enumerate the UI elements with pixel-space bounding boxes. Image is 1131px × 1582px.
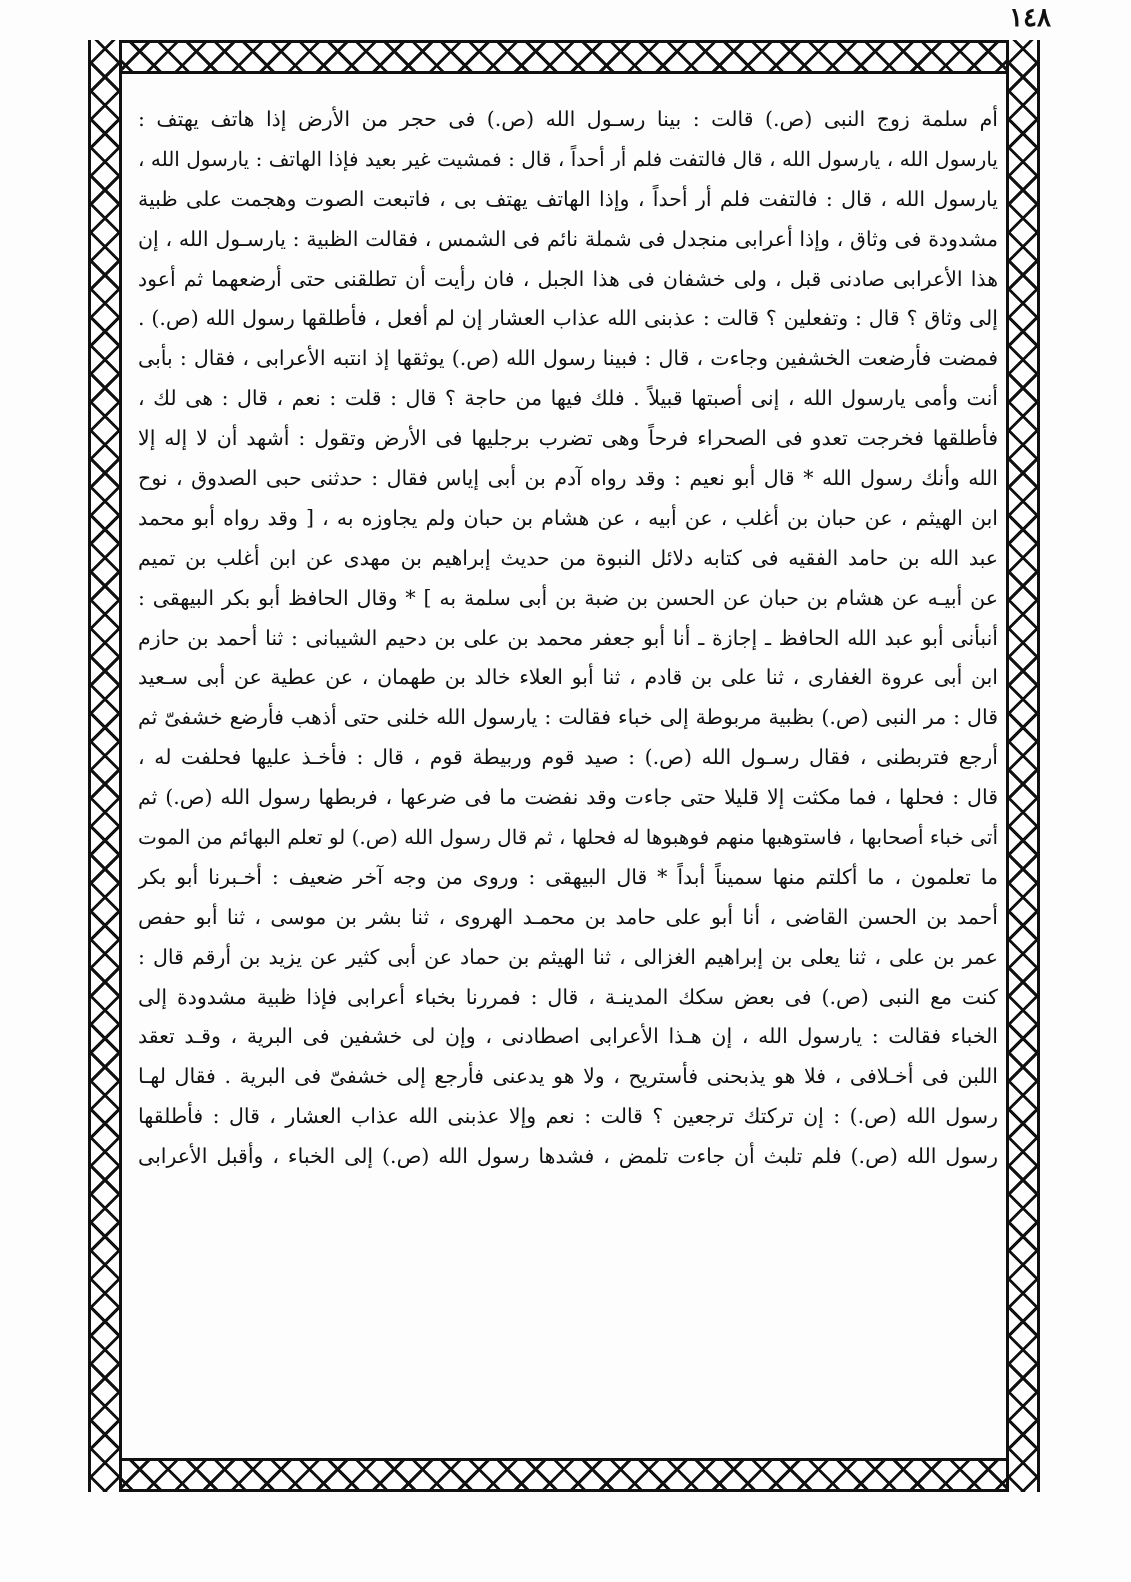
- text-line: رسول الله (ص.) : إن تركتك ترجعين ؟ قالت : نعم وإلا عذبنى الله عذاب العشار ، قال : فأطلقها: [138, 1104, 998, 1129]
- page-number: ١٤٨: [995, 2, 1065, 34]
- text-line: عن أبيـه عن هشام بن حبان عن الحسن بن ضبة بن أبى سلمة به ] * وقال الحافظ أبو بكر البيهقى :: [138, 585, 998, 610]
- text-line: إلى وثاق ؟ قال : وتفعلين ؟ قالت : عذبنى الله عذاب العشار إن لم أفعل ، فأطلقها رسول الله (ص.) .: [138, 306, 998, 331]
- border-left: [88, 40, 122, 1492]
- text-line: أحمد بن الحسن القاضى ، أنا أبو على حامد بن محمـد الهروى ، ثنا بشر بن موسى ، ثنا أبو حفص: [138, 904, 998, 929]
- text-line: قال : مر النبى (ص.) بظبية مربوطة إلى خباء فقالت : يارسول الله خلنى حتى أذهب فأرضع خشفىّ ثم: [138, 705, 998, 730]
- text-line: قال : فحلها ، فما مكثت إلا قليلا حتى جاءت وقد نفضت ما فى ضرعها ، فربطها رسول الله (ص.) ثم: [138, 785, 998, 810]
- text-line: اللبن فى أخـلافى ، فلا هو يذبحنى فأستريح ، ولا هو يدعنى فأرجع إلى خشفىّ فى البرية . فقال لهـا: [138, 1064, 998, 1089]
- text-line: فمضت فأرضعت الخشفين وجاءت ، قال : فبينا رسول الله (ص.) يوثقها إذ انتبه الأعرابى ، فقال : بأبى: [138, 346, 998, 371]
- text-line: عمر بن على ، ثنا يعلى بن إبراهيم الغزالى ، ثنا الهيثم بن حماد عن أبى كثير عن يزيد بن أرقم قال :: [138, 944, 998, 969]
- text-line: يارسول الله ، يارسول الله ، قال فالتفت فلم أر أحداً ، قال : فمشيت غير بعيد فإذا الهاتف : يارسول الله ،: [138, 146, 998, 171]
- text-line: أنت وأمى يارسول الله ، إنى أصبتها قبيلاً . فلك فيها من حاجة ؟ قال : قلت : نعم ، قال : هى لك ،: [138, 386, 998, 411]
- text-line: هذا الأعرابى صادنى قبل ، ولى خشفان فى هذا الجبل ، فان رأيت أن تطلقنى حتى أرضعهما ثم أعود: [138, 266, 998, 291]
- text-line: الخباء فقالت : يارسول الله ، إن هـذا الأعرابى اصطادنى ، وإن لى خشفين فى البرية ، وقـد تعقد: [138, 1024, 998, 1049]
- text-line: يارسول الله ، قال : فالتفت فلم أر أحداً ، وإذا الهاتف يهتف بى ، فاتبعت الصوت وهجمت على ظبية: [138, 186, 998, 211]
- text-line: أرجع فتربطنى ، فقال رسـول الله (ص.) : صيد قوم وربيطة قوم ، قال : فأخـذ عليها فحلفت له ،: [138, 745, 998, 770]
- border-right: [1006, 40, 1040, 1492]
- border-bottom: [88, 1458, 1040, 1492]
- text-line: فأطلقها فخرجت تعدو فى الصحراء فرحاً وهى تضرب برجليها فى الأرض وتقول : أشهد أن لا إله إلا: [138, 426, 998, 451]
- text-line: مشدودة فى وثاق ، وإذا أعرابى منجدل فى شملة نائم فى الشمس ، فقالت الظبية : يارسـول الله ، إن: [138, 226, 998, 251]
- text-line: أتى خباء أصحابها ، فاستوهبها منهم فوهبوها له فحلها ، ثم قال رسول الله (ص.) لو تعلم البهائم من الموت: [138, 825, 998, 850]
- border-top: [88, 40, 1040, 74]
- text-line: رسول الله (ص.) فلم تلبث أن جاءت تلمض ، فشدها رسول الله (ص.) إلى الخباء ، وأقبل الأعرابى: [138, 1144, 998, 1169]
- text-line: عبد الله بن حامد الفقيه فى كتابه دلائل النبوة من حديث إبراهيم بن مهدى عن ابن أغلب بن تميم: [138, 545, 998, 570]
- text-line: أم سلمة زوج النبى (ص.) قالت : بينا رسـول الله (ص.) فى حجر من الأرض إذا هاتف يهتف :: [138, 107, 998, 131]
- text-line: ابن الهيثم ، عن حبان بن أغلب ، عن أبيه ، عن هشام بن حبان ولم يجاوزه به ، [ وقد رواه أبو محمد: [138, 505, 998, 530]
- text-line: ما تعلمون ، ما أكلتم منها سميناً أبداً * قال البيهقى : وروى من وجه آخر ضعيف : أخـبرنا أبو بكر: [138, 864, 998, 889]
- text-line: كنت مع النبى (ص.) فى بعض سكك المدينـة ، قال : فمررنا بخباء أعرابى فإذا ظبية مشدودة إلى: [138, 984, 998, 1009]
- text-line: الله وأنك رسول الله * قال أبو نعيم : وقد رواه آدم بن أبى إياس فقال : حدثنى حبى الصدوق ، نوح: [138, 466, 998, 491]
- text-line: ابن أبى عروة الغفارى ، ثنا على بن قادم ، ثنا أبو العلاء خالد بن طهمان ، عن عطية عن أبى سـعيد: [138, 665, 998, 690]
- text-line: أنبأنى أبو عبد الله الحافظ ـ إجازة ـ أنا أبو جعفر محمد بن على بن دحيم الشيبانى : ثنا أحمد بن حازم: [138, 625, 998, 650]
- body-text: [138, 100, 998, 1440]
